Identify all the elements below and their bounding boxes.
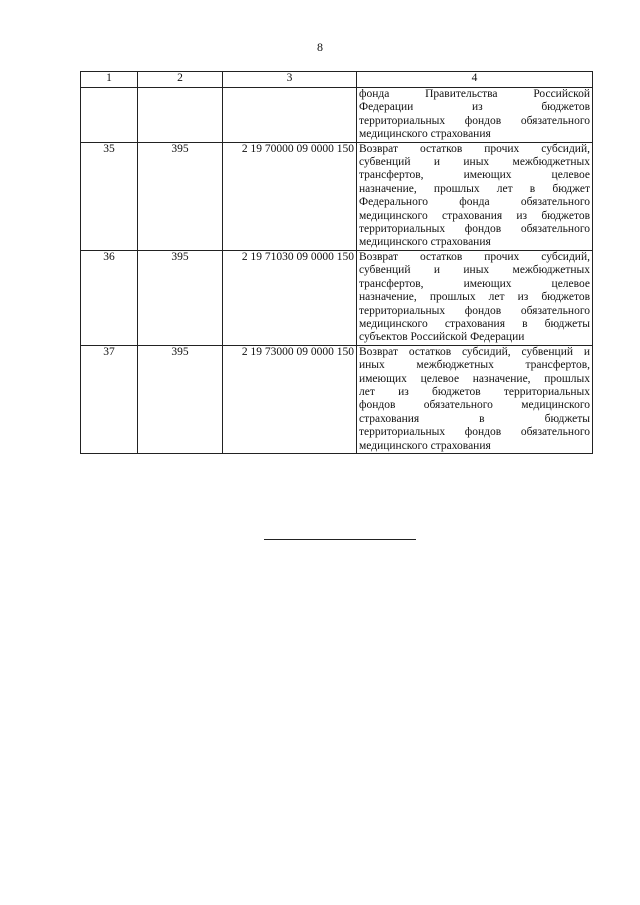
budget-codes-table: [80, 71, 593, 454]
description-line: медицинского страхования из бюджетов: [359, 209, 590, 222]
table-row: [81, 345, 593, 453]
description-line: Федерального фонда обязательного: [359, 196, 590, 209]
table-row: [81, 142, 593, 250]
page-number: 8: [317, 40, 323, 54]
description-line: Возврат остатков прочих субсидий,: [359, 142, 590, 155]
cell-code: 2 19 70000 09 0000 150: [223, 142, 357, 250]
description-line: фонда Правительства Российской: [359, 88, 590, 100]
description-line: иных межбюджетных трансфертов,: [359, 359, 590, 372]
cell-code: 2 19 71030 09 0000 150: [223, 250, 357, 345]
description-line: медицинского страхования: [359, 439, 491, 452]
cell-description: [357, 250, 593, 345]
description-line: Федерации из бюджетов: [359, 101, 590, 114]
cell-description: [357, 88, 593, 143]
description-line: фондов обязательного медицинского: [359, 399, 590, 412]
cell-admin: 395: [138, 142, 223, 250]
table-row: [81, 250, 593, 345]
cell-code: 2 19 73000 09 0000 150: [223, 345, 357, 453]
description-line: имеющих целевое назначение, прошлых: [359, 372, 590, 385]
header-col-3: 3: [223, 72, 357, 88]
description-line: назначение, прошлых лет в бюджет: [359, 182, 590, 195]
description-line: территориальных фондов обязательного: [359, 304, 590, 317]
description-line: территориальных фондов обязательного: [359, 114, 590, 127]
description-line: субъектов Российской Федерации: [359, 331, 525, 344]
description-line: медицинского страхования: [359, 128, 491, 141]
header-col-4: 4: [357, 72, 593, 88]
cell-description: [357, 142, 593, 250]
cell-code: [223, 88, 357, 143]
description-line: лет из бюджетов территориальных: [359, 385, 590, 398]
description-line: медицинского страхования в бюджеты: [359, 317, 590, 330]
header-col-2: 2: [138, 72, 223, 88]
cell-admin: 395: [138, 250, 223, 345]
description-line: субвенций и иных межбюджетных: [359, 156, 590, 169]
description-line: трансфертов, имеющих целевое: [359, 169, 590, 182]
cell-description: [357, 345, 593, 453]
cell-admin: 395: [138, 345, 223, 453]
header-col-1: 1: [81, 72, 138, 88]
description-line: трансфертов, имеющих целевое: [359, 277, 590, 290]
description-line: территориальных фондов обязательного: [359, 426, 590, 439]
cell-num: 35: [81, 142, 138, 250]
description-line: медицинского страхования: [359, 236, 491, 249]
description-line: страхования в бюджеты: [359, 412, 590, 425]
description-line: назначение, прошлых лет из бюджетов: [359, 291, 590, 304]
cell-admin: [138, 88, 223, 143]
table-row-continuation: [81, 88, 593, 143]
cell-num: 36: [81, 250, 138, 345]
description-line: Возврат остатков субсидий, субвенций и: [359, 345, 590, 358]
closing-divider-line: [264, 539, 416, 540]
description-line: Возврат остатков прочих субсидий,: [359, 250, 590, 263]
description-line: территориальных фондов обязательного: [359, 223, 590, 236]
description-line: субвенций и иных межбюджетных: [359, 264, 590, 277]
table-header-row: [81, 72, 593, 88]
cell-num: 37: [81, 345, 138, 453]
cell-num: [81, 88, 138, 143]
